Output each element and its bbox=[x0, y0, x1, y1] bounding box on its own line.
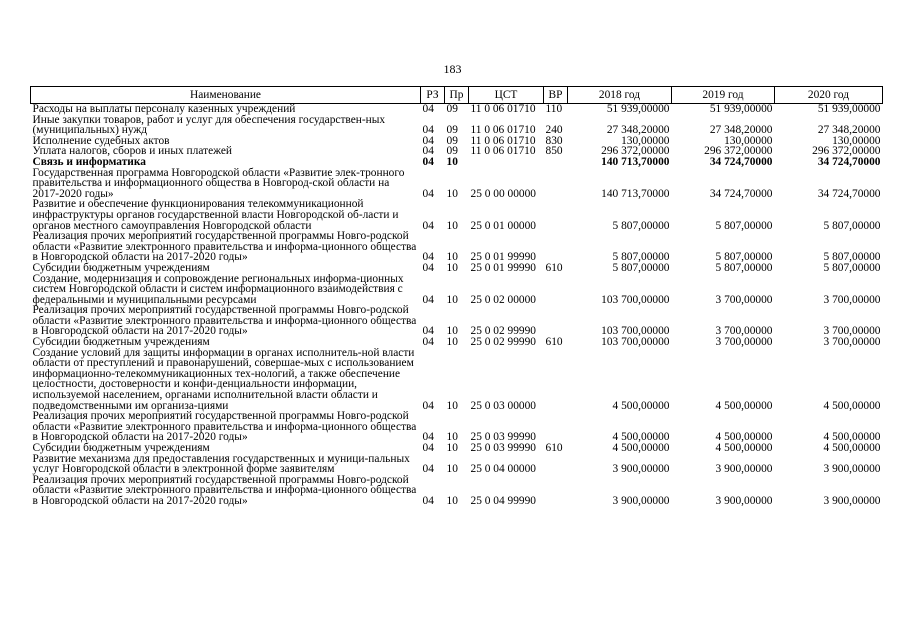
row-name: Создание, модернизация и сопровождение региональных информа-ционных систем Новгородской области и систем информационного взаимодействия с федеральными и муниципальными ресурсами bbox=[32, 272, 404, 306]
row-cst: 25 0 04 00000 bbox=[470, 463, 536, 476]
row-2019: 51 939,00000 bbox=[709, 103, 773, 115]
row-2018: 4 500,00000 bbox=[612, 442, 670, 454]
budget-table bbox=[30, 86, 883, 507]
row-name: Создание условий для защиты информации в органах исполнитель-ной власти области от преступлений и правонарушений, совершае-мых с использованием информационно-телекоммуникационных тех-нологий, а также обеспечение целостности, достоверности и конфи-денциальности информации, используемой населением, органами исполнительной власти области и подведомственными им организа-циями bbox=[32, 346, 415, 412]
row-2019: 34 724,70000 bbox=[709, 187, 773, 200]
row-vr bbox=[544, 199, 568, 231]
row-name: Реализация прочих мероприятий государственной программы Новго-родской области «Развитие электронного правительства и информа-ционного общества в Новгородской области на 2017-2020 годы» bbox=[32, 410, 417, 444]
row-2020: 3 900,00000 bbox=[823, 463, 881, 476]
row-rz: 04 bbox=[422, 124, 434, 137]
table-row bbox=[31, 263, 883, 274]
table-row bbox=[31, 231, 883, 263]
row-rz: 04 bbox=[422, 431, 434, 444]
row-rz: 04 bbox=[422, 293, 434, 306]
row-vr: 830 bbox=[545, 134, 563, 147]
row-rz: 04 bbox=[422, 325, 434, 338]
row-rz: 04 bbox=[422, 103, 434, 115]
row-2020: 130,00000 bbox=[832, 134, 881, 147]
row-pr: 09 bbox=[446, 134, 458, 147]
row-2019: 130,00000 bbox=[724, 134, 773, 147]
row-vr bbox=[544, 348, 568, 412]
row-vr: 610 bbox=[545, 261, 563, 274]
row-name: Исполнение судебных актов bbox=[32, 134, 170, 147]
row-vr bbox=[544, 475, 568, 507]
row-pr: 10 bbox=[446, 219, 458, 232]
row-cst: 25 0 02 00000 bbox=[470, 293, 536, 306]
table-row bbox=[31, 168, 883, 200]
row-name: Реализация прочих мероприятий государственной программы Новго-родской области «Развитие электронного правительства и информа-ционного общества в Новгородской области на 2017-2020 годы» bbox=[32, 473, 417, 507]
row-2020: 5 807,00000 bbox=[823, 261, 881, 274]
table-row bbox=[31, 157, 883, 168]
row-cst: 25 0 00 00000 bbox=[470, 187, 536, 200]
row-2019: 4 500,00000 bbox=[715, 431, 773, 444]
row-2019: 5 807,00000 bbox=[715, 251, 773, 264]
row-2018: 4 500,00000 bbox=[612, 399, 670, 412]
row-2020: 34 724,70000 bbox=[817, 155, 881, 168]
row-pr: 10 bbox=[446, 399, 458, 412]
row-name: Субсидии бюджетным учреждениям bbox=[32, 442, 210, 454]
table-body bbox=[31, 104, 883, 507]
row-2018: 5 807,00000 bbox=[612, 219, 670, 232]
row-2020: 34 724,70000 bbox=[817, 187, 881, 200]
header-vr: ВР bbox=[544, 87, 568, 104]
row-2018: 296 372,00000 bbox=[601, 145, 670, 158]
row-pr: 10 bbox=[446, 431, 458, 444]
row-cst: 11 0 06 01710 bbox=[470, 134, 536, 147]
row-2019: 5 807,00000 bbox=[715, 261, 773, 274]
row-rz: 04 bbox=[422, 261, 434, 274]
table-row bbox=[31, 305, 883, 337]
row-pr: 10 bbox=[446, 463, 458, 476]
row-pr: 09 bbox=[446, 124, 458, 137]
row-2020: 3 700,00000 bbox=[823, 325, 881, 338]
header-pr: Пр bbox=[445, 87, 469, 104]
row-2020: 5 807,00000 bbox=[823, 251, 881, 264]
row-2018: 140 713,70000 bbox=[601, 187, 670, 200]
row-2019: 34 724,70000 bbox=[709, 155, 773, 168]
row-cst: 11 0 06 01710 bbox=[470, 103, 536, 115]
row-pr: 10 bbox=[446, 325, 458, 338]
row-cst: 25 0 01 99990 bbox=[470, 251, 536, 264]
row-rz: 04 bbox=[422, 336, 434, 349]
row-vr: 610 bbox=[545, 442, 563, 454]
row-name: Развитие и обеспечение функционирования телекоммуникационной инфраструктуры органов государственной власти Новгородской об-ласти и органов местного самоуправления Новгородской области bbox=[32, 198, 399, 232]
row-name: Развитие механизма для предоставления государственных и муници-пальных услуг Новгородской области в электронной форме заявителям bbox=[32, 452, 410, 476]
row-2018: 103 700,00000 bbox=[601, 336, 670, 349]
row-cst: 25 0 02 99990 bbox=[470, 336, 536, 349]
row-name: Субсидии бюджетным учреждениям bbox=[32, 336, 210, 349]
table-row bbox=[31, 348, 883, 412]
header-name: Наименование bbox=[31, 87, 421, 104]
row-2018: 140 713,70000 bbox=[601, 155, 670, 168]
row-2019: 5 807,00000 bbox=[715, 219, 773, 232]
row-rz: 04 bbox=[422, 442, 434, 454]
row-name: Реализация прочих мероприятий государственной программы Новго-родской области «Развитие электронного правительства и информа-ционного общества в Новгородской области на 2017-2020 годы» bbox=[32, 230, 417, 264]
row-2020: 3 700,00000 bbox=[823, 293, 881, 306]
row-2018: 51 939,00000 bbox=[606, 103, 670, 115]
row-name: Уплата налогов, сборов и иных платежей bbox=[32, 145, 232, 158]
row-name: Связь и информатика bbox=[32, 155, 146, 168]
row-pr: 10 bbox=[446, 261, 458, 274]
row-vr bbox=[544, 411, 568, 443]
row-2019: 4 500,00000 bbox=[715, 442, 773, 454]
row-vr: 240 bbox=[545, 124, 563, 137]
row-2018: 4 500,00000 bbox=[612, 431, 670, 444]
header-rz: РЗ bbox=[421, 87, 445, 104]
row-name: Реализация прочих мероприятий государственной программы Новго-родской области «Развитие электронного правительства и информа-ционного общества в Новгородской области на 2017-2020 годы» bbox=[32, 304, 417, 338]
row-2019: 3 900,00000 bbox=[715, 463, 773, 476]
row-rz: 04 bbox=[422, 145, 434, 158]
table-row bbox=[31, 104, 883, 115]
page-number: 183 bbox=[443, 62, 462, 76]
row-2020: 3 700,00000 bbox=[823, 336, 881, 349]
row-pr: 09 bbox=[446, 145, 458, 158]
row-2018: 27 348,20000 bbox=[606, 124, 670, 137]
row-cst: 11 0 06 01710 bbox=[470, 145, 536, 158]
row-2019: 27 348,20000 bbox=[709, 124, 773, 137]
row-2020: 51 939,00000 bbox=[817, 103, 881, 115]
row-rz: 04 bbox=[422, 155, 434, 168]
row-vr bbox=[544, 454, 568, 475]
table-row bbox=[31, 443, 883, 454]
row-2019: 4 500,00000 bbox=[715, 399, 773, 412]
row-pr: 10 bbox=[446, 251, 458, 264]
table-row bbox=[31, 274, 883, 306]
row-2020: 3 900,00000 bbox=[823, 494, 881, 507]
header-2019: 2019 год bbox=[672, 87, 775, 104]
row-2019: 3 700,00000 bbox=[715, 293, 773, 306]
table-row bbox=[31, 411, 883, 443]
row-cst: 25 0 03 99990 bbox=[470, 431, 536, 444]
row-pr: 10 bbox=[446, 155, 458, 168]
row-2018: 130,00000 bbox=[621, 134, 670, 147]
row-cst: 25 0 01 00000 bbox=[470, 219, 536, 232]
row-2018: 103 700,00000 bbox=[601, 293, 670, 306]
header-2018: 2018 год bbox=[568, 87, 672, 104]
row-vr: 110 bbox=[545, 103, 563, 115]
row-name: Субсидии бюджетным учреждениям bbox=[32, 261, 210, 274]
row-name: Расходы на выплаты персоналу казенных учреждений bbox=[32, 103, 296, 115]
row-name: Государственная программа Новгородской области «Развитие элек-тронного правительства и информационного общества в Новгород-ской области на 2017-2020 годы» bbox=[32, 166, 405, 200]
row-cst: 25 0 02 99990 bbox=[470, 325, 536, 338]
row-pr: 10 bbox=[446, 293, 458, 306]
row-cst: 11 0 06 01710 bbox=[470, 124, 536, 137]
row-rz: 04 bbox=[422, 219, 434, 232]
row-vr bbox=[544, 157, 568, 168]
row-2018: 5 807,00000 bbox=[612, 261, 670, 274]
row-vr bbox=[544, 305, 568, 337]
row-pr: 10 bbox=[446, 442, 458, 454]
row-pr: 10 bbox=[446, 187, 458, 200]
row-2018: 103 700,00000 bbox=[601, 325, 670, 338]
row-rz: 04 bbox=[422, 399, 434, 412]
row-name: Иные закупки товаров, работ и услуг для обеспечения государствен-ных (муниципальных) нужд bbox=[32, 113, 386, 137]
table-row bbox=[31, 475, 883, 507]
row-2018: 3 900,00000 bbox=[612, 463, 670, 476]
row-2019: 296 372,00000 bbox=[704, 145, 773, 158]
row-cst: 25 0 04 99990 bbox=[470, 494, 536, 507]
row-vr bbox=[544, 274, 568, 306]
row-2018: 3 900,00000 bbox=[612, 494, 670, 507]
row-vr bbox=[544, 168, 568, 200]
header-2020: 2020 год bbox=[775, 87, 883, 104]
table-row bbox=[31, 454, 883, 475]
row-cst bbox=[469, 157, 544, 168]
row-pr: 09 bbox=[446, 103, 458, 115]
row-2020: 4 500,00000 bbox=[823, 442, 881, 454]
row-cst: 25 0 03 99990 bbox=[470, 442, 536, 454]
row-2020: 4 500,00000 bbox=[823, 431, 881, 444]
row-rz: 04 bbox=[422, 134, 434, 147]
row-rz: 04 bbox=[422, 494, 434, 507]
row-2020: 296 372,00000 bbox=[812, 145, 881, 158]
row-2020: 4 500,00000 bbox=[823, 399, 881, 412]
table-row bbox=[31, 199, 883, 231]
row-pr: 10 bbox=[446, 336, 458, 349]
row-2019: 3 900,00000 bbox=[715, 494, 773, 507]
row-pr: 10 bbox=[446, 494, 458, 507]
row-vr bbox=[544, 231, 568, 263]
header-cst: ЦСТ bbox=[469, 87, 544, 104]
row-2019: 3 700,00000 bbox=[715, 325, 773, 338]
row-vr: 850 bbox=[545, 145, 563, 158]
row-2020: 5 807,00000 bbox=[823, 219, 881, 232]
table-header bbox=[31, 87, 883, 104]
row-vr: 610 bbox=[545, 336, 563, 349]
row-2018: 5 807,00000 bbox=[612, 251, 670, 264]
table-row bbox=[31, 115, 883, 136]
row-cst: 25 0 01 99990 bbox=[470, 261, 536, 274]
row-2019: 3 700,00000 bbox=[715, 336, 773, 349]
row-rz: 04 bbox=[422, 251, 434, 264]
row-2020: 27 348,20000 bbox=[817, 124, 881, 137]
row-cst: 25 0 03 00000 bbox=[470, 399, 536, 412]
row-rz: 04 bbox=[422, 187, 434, 200]
row-rz: 04 bbox=[422, 463, 434, 476]
